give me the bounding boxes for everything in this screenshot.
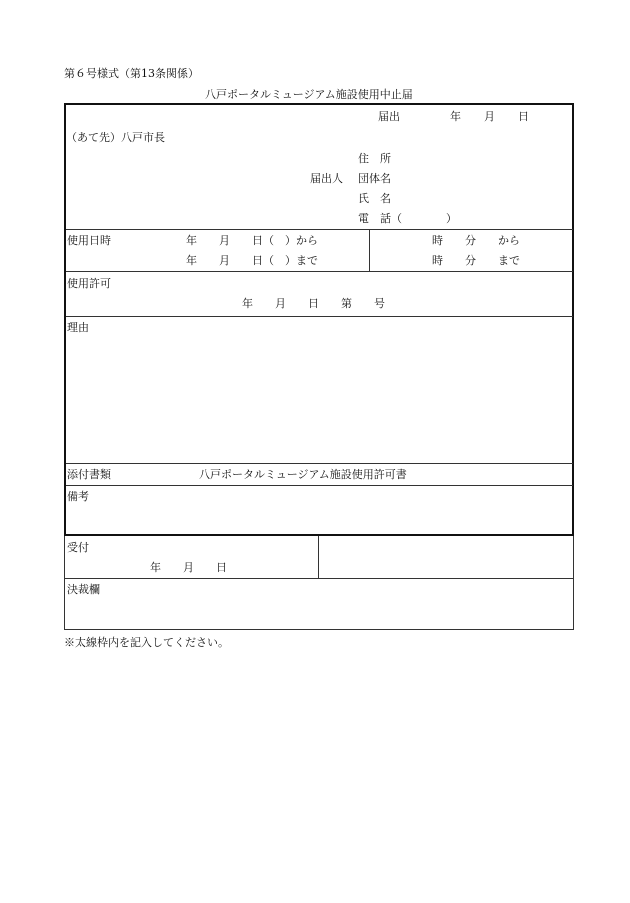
notice-month: 月 xyxy=(484,110,495,123)
footnote: ※太線枠内を記入してください。 xyxy=(64,636,229,649)
phone-label: 電 話（ ） xyxy=(358,212,457,225)
name-label: 氏 名 xyxy=(358,192,391,205)
divider-attachments xyxy=(66,485,573,486)
attachments-label: 添付書類 xyxy=(67,468,111,481)
address-label: 住 所 xyxy=(358,152,391,165)
office-use-box xyxy=(64,536,574,630)
applicant-label: 届出人 xyxy=(310,172,343,185)
usage-end-time: 時 分 まで xyxy=(432,254,520,267)
remarks-label: 備考 xyxy=(67,490,89,503)
usage-end-date: 年 月 日（ ）まで xyxy=(186,254,318,267)
attachments-value: 八戸ポータルミュージアム施設使用許可書 xyxy=(199,468,407,481)
receipt-label: 受付 xyxy=(67,541,89,554)
usage-start-time: 時 分 から xyxy=(432,234,520,247)
notice-day: 日 xyxy=(518,110,529,123)
notice-year: 年 xyxy=(450,110,461,123)
form-title: 八戸ポータルミュージアム施設使用中止届 xyxy=(205,88,413,101)
approval-label: 決裁欄 xyxy=(67,583,100,596)
divider-receipt-vertical xyxy=(318,536,319,578)
form-number: 第６号様式（第13条関係） xyxy=(64,67,199,80)
organization-label: 団体名 xyxy=(358,172,391,185)
divider-reason xyxy=(66,463,573,464)
permit-value: 年 月 日 第 号 xyxy=(242,297,385,310)
divider-usage-vertical xyxy=(369,229,370,271)
usage-period-label: 使用日時 xyxy=(67,234,111,247)
usage-start-date: 年 月 日（ ）から xyxy=(186,234,318,247)
receipt-date: 年 月 日 xyxy=(150,561,227,574)
notice-date-label: 届出 xyxy=(378,110,400,123)
divider-notice xyxy=(66,229,573,230)
addressee: （あて先）八戸市長 xyxy=(66,131,165,144)
divider-receipt xyxy=(65,578,573,579)
permit-label: 使用許可 xyxy=(67,277,111,290)
divider-permit xyxy=(66,316,573,317)
divider-usage xyxy=(66,271,573,272)
reason-label: 理由 xyxy=(67,321,89,334)
